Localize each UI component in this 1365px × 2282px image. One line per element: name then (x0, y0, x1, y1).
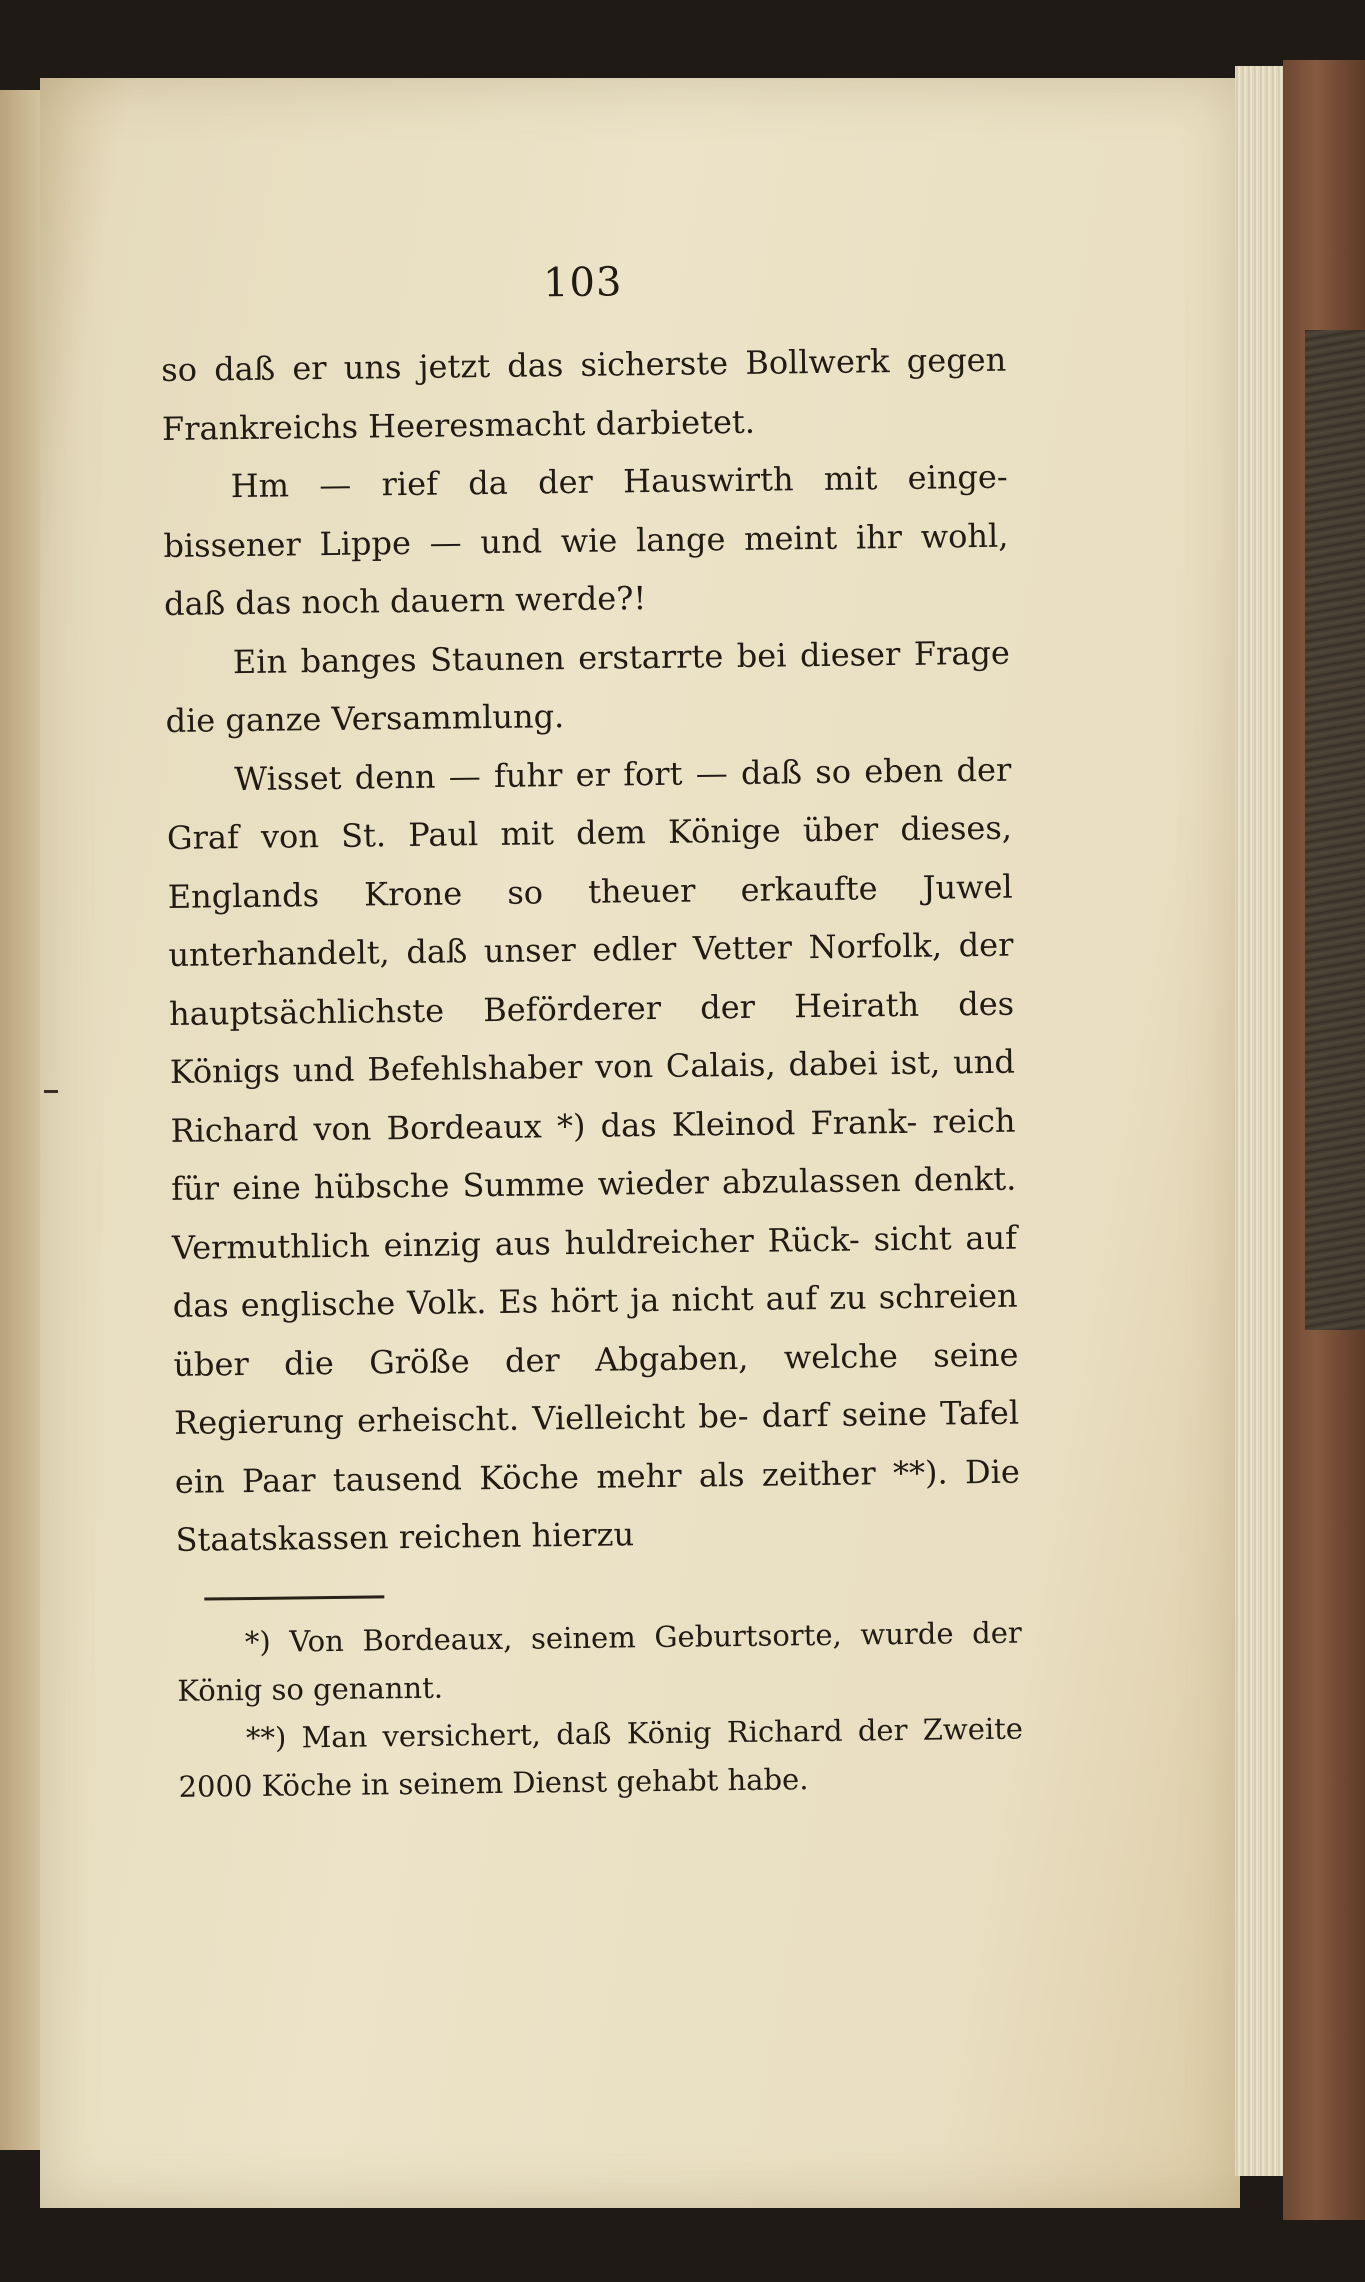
body-text (161, 331, 1021, 1570)
leather-spine (1305, 330, 1365, 1330)
paragraph: Hm — rief da der Hauswirth mit einge- bissener Lippe — und wie lange meint ihr wohl, daß das noch dauern werde?! (163, 457, 1009, 623)
footnote: **) Man versichert, daß König Richard der Zweite 2000 Köche in seinem Dienst gehabt habe. (178, 1711, 1024, 1804)
footnote: *) Von Bordeaux, seinem Geburtsorte, wurde der König so genannt. (177, 1615, 1022, 1708)
paragraph: Wisset denn — fuhr er fort — daß so eben der Graf von St. Paul mit dem Könige über dieses, Englands Krone so theuer erkaufte Juwel unterhandelt, daß unser edler Vetter Norfolk, der hauptsächlichste Beförderer der Heirath des Königs und Befehlshaber von Calais, dabei ist, und Richard von Bordeaux *) das Kleinod Frank- reich für eine hübsche Summe wieder abzulassen denkt. Vermuthlich einzig aus huldreicher Rück- sicht auf das englische Volk. Es hört ja nicht auf zu schreien über die Größe der Abgaben, welche seine Regierung erheischt. Vielleicht be- darf seine Tafel ein Paar tausend Köche mehr als zeither **). Die Staatskassen reichen hierzu (166, 750, 1021, 1559)
footnote-rule (204, 1595, 384, 1600)
page-number: 103 (542, 259, 623, 307)
page-content (160, 255, 1024, 1811)
paragraph: so daß er uns jetzt das sicherste Bollwerk gegen Frankreichs Heeresmacht darbietet. (161, 340, 1007, 448)
page-edges (1235, 66, 1283, 2176)
gutter-mark (44, 1090, 58, 1093)
footnotes (177, 1608, 1024, 1810)
paragraph: Ein banges Staunen erstarrte bei dieser Frage die ganze Versammlung. (165, 633, 1011, 740)
